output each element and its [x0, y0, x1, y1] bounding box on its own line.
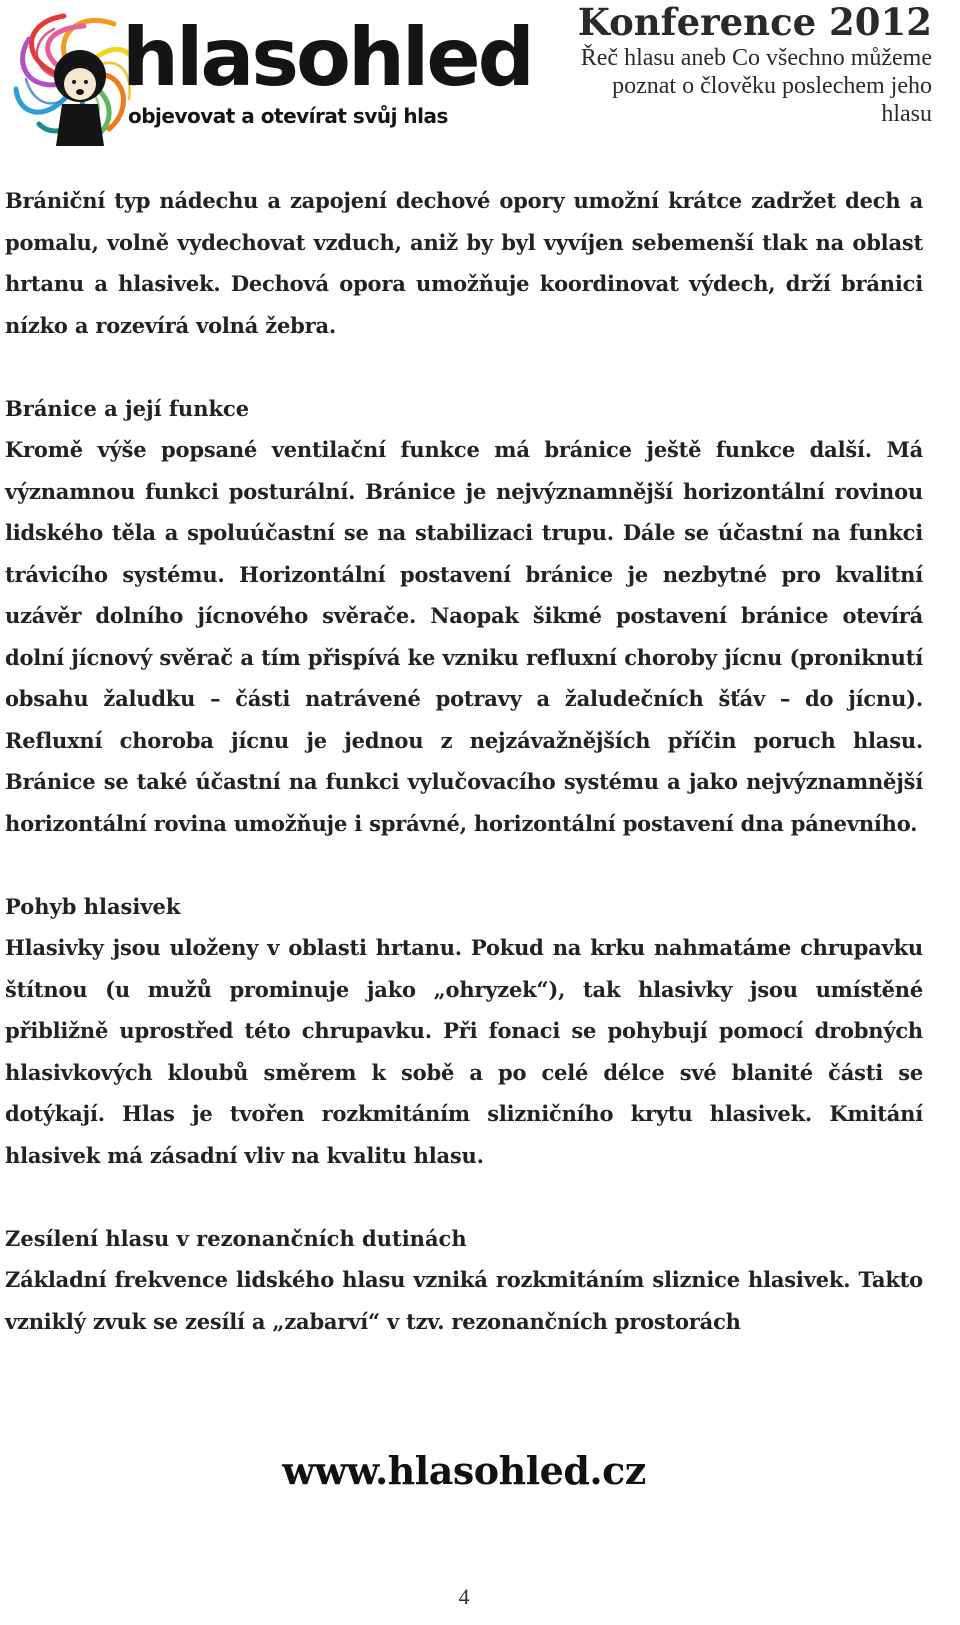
- section-paragraph: Kromě výše popsané ventilační funkce má bránice ještě funkce další. Má významnou funkci posturální. Bránice je nejvýznamnější horizontální rovinou lidského těla a spoluúčastní se na stabilizaci trupu. Dále se účastní na funkci trávicího systému. Horizontální postavení bránice je nezbytné pro kvalitní uzávěr dolního jícnového svěrače. Naopak šikmé postavení bránice otevírá dolní jícnový svěrač a tím přispívá ke vzniku refluxní choroby jícnu (proniknutí obsahu žaludku – části natrávené potravy a žaludečních šťáv – do jícnu). Refluxní choroba jícnu je jednou z nejzávažnějších příčin poruch hlasu. Bránice se také účastní na funkci vylučovacího systému a jako nejvýznamnější horizontální rovina umožňuje i správné, horizontální postavení dna pánevního.: [5, 437, 923, 836]
- conference-title: Konference 2012: [577, 0, 932, 44]
- section-paragraph: Základní frekvence lidského hlasu vzniká rozkmitáním sliznice hlasivek. Takto vzniklý zvuk se zesílí a „zabarví“ v tzv. rezonančních prostorách: [5, 1267, 923, 1334]
- intro-paragraph: Brániční typ nádechu a zapojení dechové opory umožní krátce zadržet dech a pomalu, volně vydechovat vzduch, aniž by byl vyvíjen sebemenší tlak na oblast hrtanu a hlasivek. Dechová opora umožňuje koordinovat výdech, drží bránici nízko a rozevírá volná žebra.: [5, 188, 923, 338]
- logo-wordmark: hlasohled: [122, 11, 532, 104]
- hlasohled-logo: [4, 4, 532, 154]
- section-heading: Pohyb hlasivek: [5, 893, 181, 919]
- logo-tagline: objevovat a otevírat svůj hlas: [128, 104, 448, 128]
- page-header: [0, 0, 960, 170]
- article-body: [5, 180, 923, 1342]
- conference-subtitle-line: Řeč hlasu aneb Co všechno můžeme: [580, 45, 932, 71]
- section-heading: Zesílení hlasu v rezonančních dutinách: [5, 1225, 467, 1251]
- conference-info: [502, 0, 932, 128]
- section-paragraph: Hlasivky jsou uloženy v oblasti hrtanu. Pokud na krku nahmatáme chrupavku štítnou (u mužů prominuje jako „ohryzek“), tak hlasivky jsou umístěné přibližně uprostřed této chrupavku. Při fonaci se pohybují pomocí drobných hlasivkových kloubů směrem k sobě a po celé délce své blanité části se dotýkají. Hlas je tvořen rozkmitáním slizničního krytu hlasivek. Kmitání hlasivek má zásadní vliv na kvalitu hlasu.: [5, 935, 923, 1168]
- section-heading: Bránice a její funkce: [5, 395, 250, 421]
- conference-subtitle-line: poznat o člověku poslechem jeho: [612, 73, 932, 99]
- page-number: 4: [458, 1584, 470, 1609]
- website-url: www.hlasohled.cz: [282, 1448, 646, 1493]
- conference-subtitle-line: hlasu: [881, 101, 932, 127]
